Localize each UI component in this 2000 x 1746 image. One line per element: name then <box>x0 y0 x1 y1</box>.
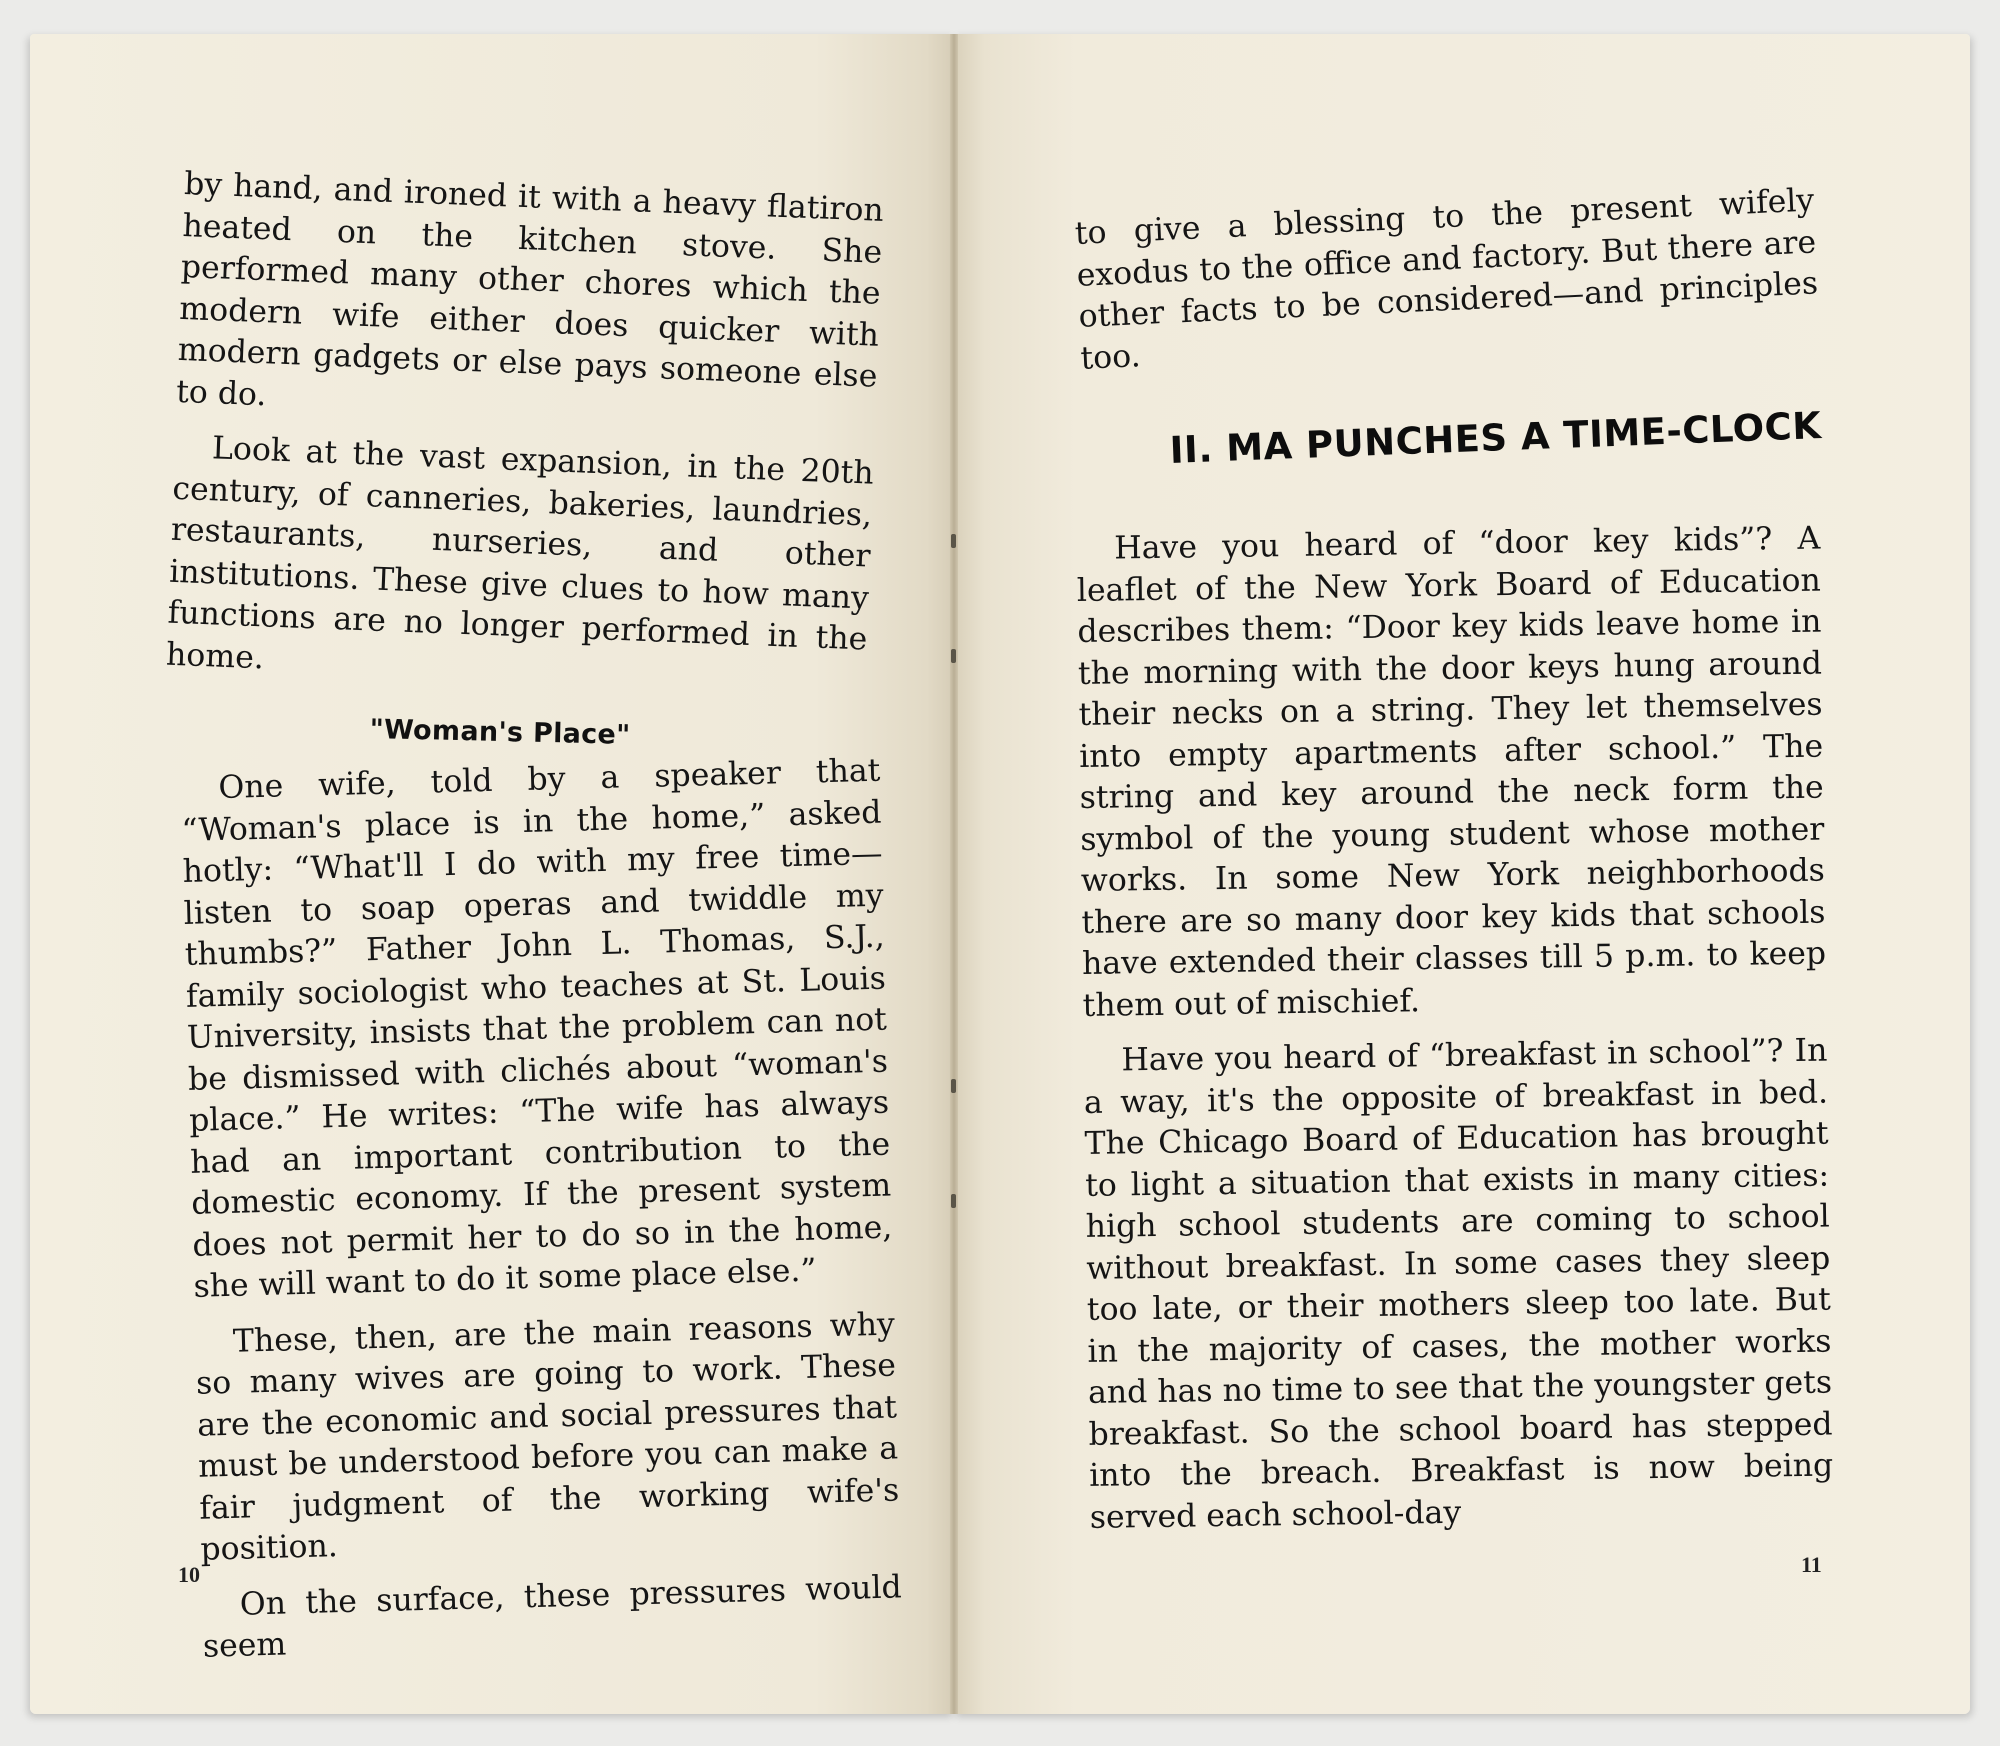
booklet-spine <box>950 34 958 1714</box>
these-then-paragraph: These, then, are the main reasons why so many wives are going to work. These are the economic and social pressures that must be understood before you can make a fair judgment of the working wife's position. <box>195 1305 900 1568</box>
left-continuation-paragraph: by hand, and ironed it with a heavy flatiron heated on the kitchen stove. She performed many other chores which the modern wife either does quicker with modern gadgets or else pays someone else to do. <box>175 165 885 413</box>
one-wife-paragraph: One wife, told by a speaker that “Woman's place is in the home,” asked hotly: “What'll I do with my free time—listen to soap operas and twiddle my thumbs?” Father John L. Thomas, S.J., family sociologist who teaches at St. Louis University, insists that the problem can not be dismissed with clichés about “woman's place.” He writes: “The wife has always had an important contribution to the domestic economy. If the present system does not permit her to do so in the home, she will want to do it some place else.” <box>181 752 893 1305</box>
breakfast-paragraph: Have you heard of “breakfast in school”? In a way, it's the opposite of breakfast in bed. The Chicago Board of Education has brought to light a situation that exists in many cities: high school students are coming to school without breakfast. In some cases they sleep too late, or their mothers sleep too late. But in the majority of cases, the mother works and has no time to see that the youngster gets breakfast. So the school board has stepped into the breach. Breakfast is now being served each school-day <box>1083 1032 1834 1536</box>
chapter-title: II. MA PUNCHES A TIME-CLOCK <box>1169 403 1823 472</box>
surface-paragraph: On the surface, these pressures would seem <box>202 1568 903 1665</box>
left-text-bottom <box>180 751 903 1669</box>
right-continuation-paragraph: to give a blessing to the present wifely exodus to the office and factory. But there are other facts to be considered—and principles too. <box>1074 182 1819 377</box>
right-page <box>954 34 1970 1714</box>
right-text-body <box>1076 519 1834 1539</box>
left-page-number: 10 <box>178 1562 200 1587</box>
right-text-top <box>1074 180 1821 379</box>
right-page-number: 11 <box>1801 1552 1822 1577</box>
staple-upper <box>951 649 956 663</box>
open-booklet <box>30 34 1970 1714</box>
staple-bottom <box>951 1194 956 1208</box>
staple-top <box>951 534 956 548</box>
section-subheading: "Woman's Place" <box>369 714 631 751</box>
staple-lower <box>951 1079 956 1093</box>
left-page <box>30 34 954 1714</box>
left-text-top <box>165 164 884 702</box>
expansion-paragraph: Look at the vast expansion, in the 20th century, of canneries, bakeries, laundries, restaurants, nurseries, and other institutions. These give clues to how many functions are no longer performed in the home. <box>165 430 875 676</box>
door-key-paragraph: Have you heard of “door key kids”? A leaflet of the New York Board of Education describes them: “Door key kids leave home in the morning with the door keys hung around their necks on a string. They let themselves into empty apartments after school.” The string and key around the neck form the symbol of the young student whose mother works. In some New York neighborhoods there are so many door key kids that schools have extended their classes till 5 p.m. to keep them out of mischief. <box>1076 520 1827 1024</box>
